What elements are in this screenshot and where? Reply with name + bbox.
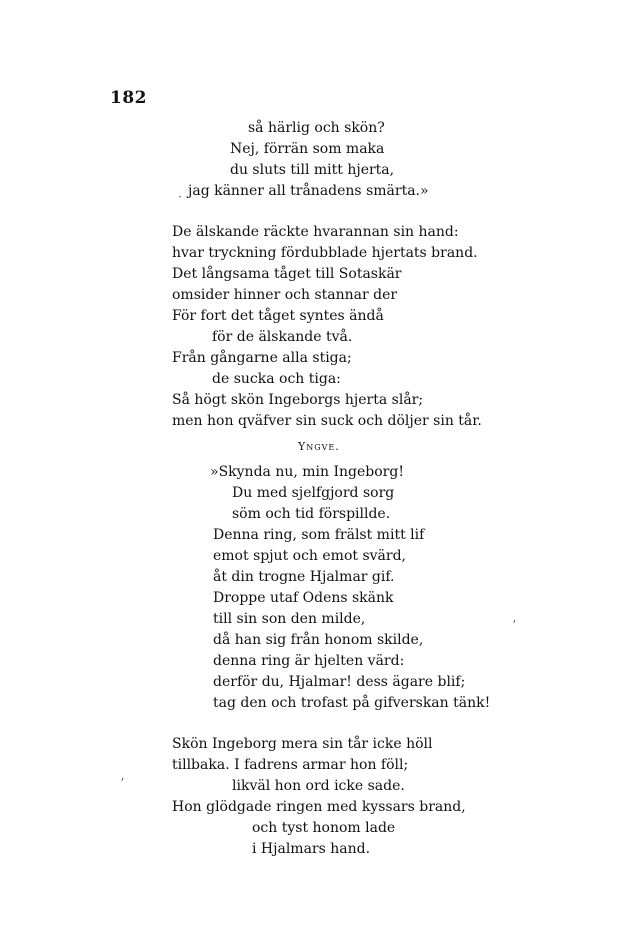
verse-line: Denna ring, som frälst mitt lif (213, 527, 425, 543)
verse-line: Från gångarne alla stiga; (172, 350, 352, 366)
verse-line: åt din trogne Hjalmar gif. (213, 569, 395, 585)
verse-line: jag känner all trånadens smärta.» (188, 183, 429, 199)
verse-line: tag den och trofast på gifverskan tänk! (213, 695, 491, 711)
verse-line: söm och tid förspillde. (232, 506, 391, 522)
verse-line: du sluts till mitt hjerta, (230, 162, 395, 178)
verse-line: omsider hinner och stannar der (172, 287, 398, 303)
verse-line: denna ring är hjelten värd: (213, 653, 405, 669)
verse-line: de sucka och tiga: (212, 371, 341, 387)
verse-line: då han sig från honom skilde, (213, 632, 424, 648)
stray-mark: ʼ (512, 618, 516, 632)
verse-line: Nej, förrän som maka (230, 141, 385, 157)
verse-line: derför du, Hjalmar! dess ägare blif; (213, 674, 466, 690)
speaker-name: Yngve. (298, 440, 340, 453)
verse-line: likväl hon ord icke sade. (232, 778, 405, 794)
verse-line: Skön Ingeborg mera sin tår icke höll (172, 736, 433, 752)
verse-line: »Skynda nu, min Ingeborg! (210, 464, 404, 480)
verse-line: i Hjalmars hand. (252, 841, 371, 857)
verse-line: men hon qväfver sin suck och döljer sin tår. (172, 413, 482, 429)
verse-line: till sin son den milde, (213, 611, 366, 627)
verse-line: Det långsama tåget till Sotaskär (172, 266, 402, 282)
verse-line: hvar tryckning fördubblade hjertats brand. (172, 245, 478, 261)
verse-line: så härlig och skön? (248, 120, 385, 136)
page-number: 182 (110, 88, 147, 108)
verse-line: För fort det tåget syntes ändå (172, 308, 384, 324)
verse-line: Du med sjelfgjord sorg (232, 485, 395, 501)
verse-line: för de älskande två. (212, 329, 353, 345)
verse-line: De älskande räckte hvarannan sin hand: (172, 224, 459, 240)
stray-mark: ʼ (120, 776, 124, 790)
verse-line: Så högt skön Ingeborgs hjerta slår; (172, 392, 424, 408)
verse-line: och tyst honom lade (252, 820, 396, 836)
verse-line: emot spjut och emot svärd, (213, 548, 406, 564)
verse-line: Droppe utaf Odens skänk (213, 590, 394, 606)
verse-line: tillbaka. I fadrens armar hon föll; (172, 757, 409, 773)
stray-mark: · (178, 190, 182, 204)
verse-line: Hon glödgade ringen med kyssars brand, (172, 799, 466, 815)
